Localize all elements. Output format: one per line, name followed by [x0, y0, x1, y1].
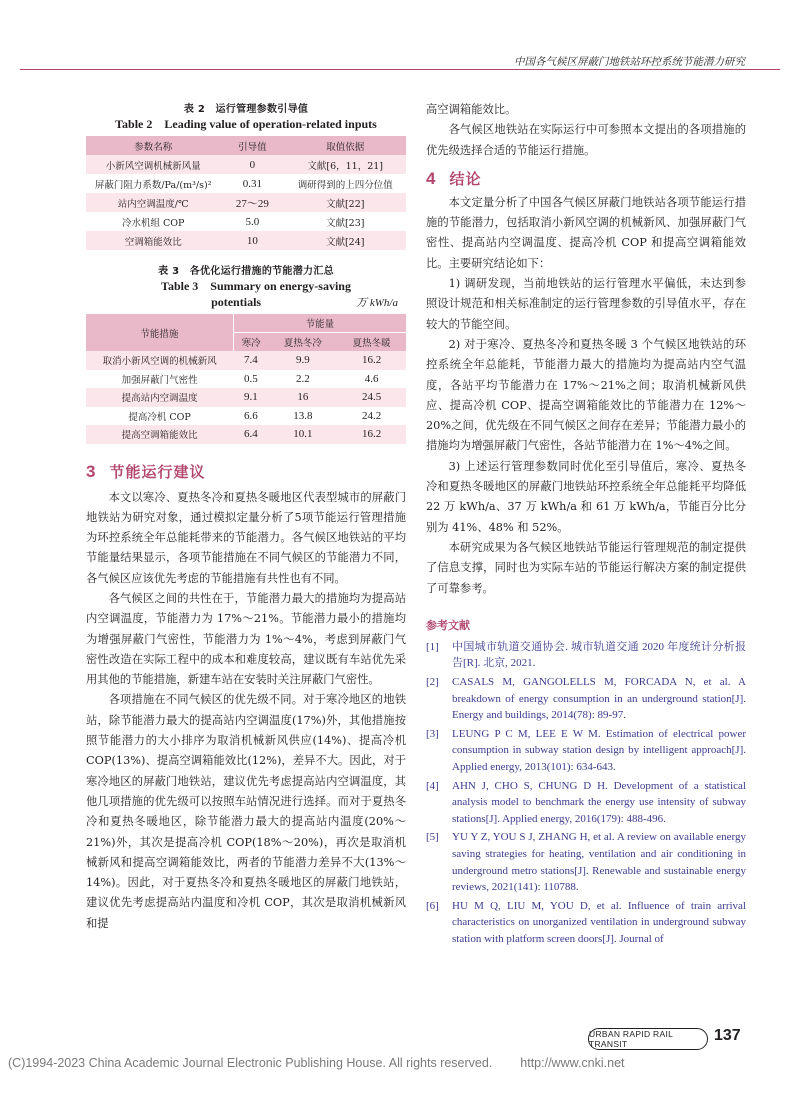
table3-caption-line2 — [86, 294, 406, 310]
reference-item[interactable] — [426, 898, 746, 948]
page-number: 137 — [714, 1027, 741, 1044]
table-cell: 屏蔽门阻力系数/Pa/(m³/s)² — [94, 179, 212, 191]
table3-caption-en-2: potentials — [211, 295, 262, 309]
table3-caption-zh: 表 3 各优化运行措施的节能潜力汇总 — [158, 266, 334, 277]
section-3-heading — [86, 460, 406, 484]
table3-sub-col: 夏热冬暖 — [352, 338, 391, 349]
table-row — [86, 425, 406, 444]
table-cell: 提高站内空调温度 — [121, 393, 198, 405]
reference-item[interactable] — [426, 639, 746, 672]
table-row — [86, 193, 406, 212]
cnki-link[interactable]: http://www.cnki.net — [520, 1056, 625, 1070]
table-cell: 0 — [249, 158, 256, 171]
copyright-text: (C)1994-2023 China Academic Journal Electronic Publishing House. All rights reserved. — [8, 1056, 493, 1070]
reference-item[interactable] — [426, 778, 746, 828]
running-title: 中国各气候区屏蔽门地铁站环控系统节能潜力研究 — [514, 56, 745, 68]
table-row — [86, 155, 406, 174]
table3-sub-col: 寒冷 — [233, 333, 268, 352]
table-cell: 冷水机组 COP — [121, 217, 185, 229]
table-cell: 空调箱能效比 — [124, 236, 182, 248]
reference-text: CASALS M, GANGOLELLS M, FORCADA N, et al. A breakdown of energy consumption in an underground station[J]. Energy and buildings, 2014(78): 89-97. — [452, 676, 746, 722]
table-cell: 文献[24] — [325, 236, 365, 248]
body-paragraph: 1) 调研发现，当前地铁站的运行管理水平偏低，未达到参照设计规范和相关标准制定的运行管理参数的引导值水平，存在较大的节能空间。 — [426, 277, 746, 331]
section-number: 3 — [86, 461, 96, 481]
table2-caption-zh: 表 2 运行管理参数引导值 — [183, 104, 309, 115]
table3-col-measure: 节能措施 — [140, 328, 179, 340]
right-column — [426, 100, 746, 950]
copyright-line — [8, 1056, 625, 1070]
reference-number: [5] — [426, 831, 439, 844]
table-row — [86, 231, 406, 250]
table2 — [86, 136, 406, 250]
table2-col-header: 引导值 — [238, 141, 267, 153]
references-heading: 参考文献 — [426, 618, 470, 632]
table-cell: 提高冷机 COP — [128, 411, 191, 423]
table-cell: 16.2 — [361, 354, 382, 367]
reference-text: YU Y Z, YOU S J, ZHANG H, et al. A review on available energy saving strategies for heating, ventilation and air conditioning in underground metro stations[J]. Renewable and sustainable energy reviews, 2021(141): 110788. — [452, 831, 746, 894]
reference-number: [2] — [426, 676, 439, 689]
reference-number: [3] — [426, 727, 439, 740]
table-cell: 16.2 — [361, 428, 382, 441]
table-cell: 2.2 — [295, 372, 310, 385]
reference-number: [6] — [426, 899, 439, 912]
table-cell: 10.1 — [293, 428, 313, 441]
section-title: 结论 — [449, 170, 482, 189]
reference-item[interactable] — [426, 726, 746, 776]
section-4-heading — [426, 167, 746, 191]
table-cell: 9.9 — [295, 354, 310, 367]
reference-item[interactable] — [426, 674, 746, 724]
table-cell: 提高空调箱能效比 — [121, 430, 198, 442]
reference-text: AHN J, CHO S, CHUNG D H. Development of a statistical analysis model to benchmark the energy use intensity of subway stations[J]. Applied energy, 2016(179): 488-496. — [452, 779, 746, 825]
table-cell: 0.31 — [242, 177, 263, 190]
table-row — [86, 388, 406, 407]
body-paragraph: 各气候区地铁站在实际运行中可参照本文提出的各项措施的优先级选择合适的节能运行措施。 — [426, 123, 746, 157]
reference-number: [1] — [426, 640, 439, 653]
table-cell: 16 — [297, 391, 309, 404]
table-cell: 站内空调温度/℃ — [117, 198, 189, 210]
table-cell: 24.5 — [361, 391, 382, 404]
body-paragraph: 3) 上述运行管理参数同时优化至引导值后，寒冷、夏热冬冷和夏热冬暖地区的屏蔽门地铁站环控系统全年总能耗平均降低 22 万 kWh/a、37 万 kWh/a 和 61 万 kWh/a，节能百分比分别为 41%、48% 和 52%。 — [426, 459, 746, 534]
reference-number: [4] — [426, 779, 439, 792]
reference-text: 中国城市轨道交通协会. 城市轨道交通 2020 年度统计分析报告[R]. 北京, 2021. — [452, 640, 746, 670]
reference-text: HU M Q, LIU M, YOU D, et al. Influence of train arrival characteristics on unorganized ventilation in underground subway station with platform screen doors[J]. Journal of — [452, 899, 746, 945]
body-paragraph: 2) 对于寒冷、夏热冬冷和夏热冬暖 3 个气候区地铁站的环控系统全年总能耗，节能潜力最大的措施均为提高站内空气温度，各站平均节能潜力在 17%～21%之间；取消机械新风供应、提高冷机 COP、提高空调箱能效比的节能潜力在 12%～20%之间，优先级在不同气候区之间存在差异；节能潜力最小的措施均为增强屏蔽门气密性，各站节能潜力在 1%～4%之间。 — [426, 337, 746, 453]
table3-unit: 万 kWh/a — [356, 297, 398, 309]
running-head — [20, 40, 780, 70]
table-row — [86, 174, 406, 193]
table-cell: 24.2 — [361, 409, 382, 422]
table-cell: 调研得到的上四分位值 — [297, 179, 393, 191]
footer-journal-badge — [588, 1025, 748, 1055]
table-row — [86, 351, 406, 370]
table-cell: 文献[22] — [325, 198, 365, 210]
table-cell: 5.0 — [245, 215, 260, 228]
table-cell: 9.1 — [243, 391, 258, 404]
reference-text: LEUNG P C M, LEE E W M. Estimation of electrical power consumption in subway station design by intelligent approach[J]. Applied energy, 2013(101): 634-643. — [452, 727, 746, 773]
table-cell: 6.6 — [243, 409, 258, 422]
table3-header-row — [86, 314, 406, 333]
table3 — [86, 314, 406, 444]
table2-col-header: 取值依据 — [326, 141, 365, 153]
table-cell: 0.5 — [243, 372, 258, 385]
table-cell: 文献[6，11，21] — [307, 160, 384, 172]
table-cell: 4.6 — [364, 372, 379, 385]
body-paragraph: 本研究成果为各气候区地铁站节能运行管理规范的制定提供了信息支撑，同时也为实际车站的节能运行解决方案的制定提供了可靠参考。 — [426, 540, 746, 595]
table-cell: 文献[23] — [325, 217, 365, 229]
left-column — [86, 84, 406, 934]
table-row — [86, 370, 406, 389]
table3-sub-col: 夏热冬冷 — [283, 338, 322, 349]
table-cell: 7.4 — [243, 354, 258, 367]
section-number: 4 — [426, 168, 436, 188]
body-paragraph: 高空调箱能效比。 — [426, 103, 517, 116]
table-cell: 13.8 — [293, 409, 313, 422]
body-paragraph: 本文定量分析了中国各气候区屏蔽门地铁站各项节能运行措施的节能潜力，包括取消小新风空调的机械新风、加强屏蔽门气密性、提高站内空调温度、提高冷机 COP 和提高空调箱能效比。主要研究结论如下： — [426, 195, 746, 270]
table2-header-row — [86, 136, 406, 155]
table-cell: 小新风空调机械新风量 — [105, 160, 201, 172]
journal-name: URBAN RAPID RAIL TRANSIT — [588, 1028, 708, 1050]
table-cell: 6.4 — [243, 428, 258, 441]
table-cell: 加强屏蔽门气密性 — [121, 374, 198, 386]
table-row — [86, 407, 406, 426]
table2-caption-en: Table 2 Leading value of operation-related inputs — [115, 117, 377, 131]
table3-col-group: 节能量 — [233, 314, 406, 333]
table-row — [86, 212, 406, 231]
section-title: 节能运行建议 — [109, 463, 206, 481]
table-cell: 取消小新风空调的机械新风 — [102, 356, 217, 368]
body-paragraph: 本文以寒冷、夏热冬冷和夏热冬暖地区代表型城市的屏蔽门地铁站为研究对象，通过模拟定量分析了5项节能运行管理措施为环控系统全年总能耗带来的节能潜力。各气候区地铁站的平均节能量结果显示，各项节能措施在不同气候区的节能潜力不同，各气候区应该优先考虑的节能措施有共性也有不同。 — [86, 490, 406, 585]
reference-item[interactable] — [426, 829, 746, 895]
table-cell: 10 — [246, 234, 258, 247]
table3-caption-en: Table 3 Summary on energy-saving — [161, 279, 351, 293]
body-paragraph: 各项措施在不同气候区的优先级不同。对于寒冷地区的地铁站，除节能潜力最大的提高站内空调温度(17%)外，其他措施按照节能潜力的大小排序为取消机械新风供应(14%)、提高冷机 COP(13%)、提高空调箱能效比(12%)，差异不大。因此，对于寒冷地区的屏蔽门地铁站，建议优先考虑提高站内空调温度，其他几项措施的优先级可以按照车站情况进行选择。而对于夏热冬冷和夏热冬暖地区，除节能潜力最大的提高站内温度(20%～21%)外，其次是提高冷机 COP(18%～20%)，再次是取消机械新风和提高空调箱能效比，两者的节能潜力差异不大(13%～14%)。因此，对于夏热冬冷和夏热冬暖地区的屏蔽门地铁站，建议优先考虑提高站内温度和冷机 COP，其次是取消机械新风和提 — [86, 693, 406, 930]
table-cell: 27～29 — [235, 197, 269, 210]
table2-col-header: 参数名称 — [134, 141, 173, 153]
body-paragraph: 各气候区之间的共性在于，节能潜力最大的措施均为提高站内空调温度，节能潜力为 17%～21%。节能潜力最小的措施均为增强屏蔽门气密性，节能潜力为 1%～4%，考虑到屏蔽门气密性改造在实际工程中的成本和难度较高，建议既有车站优先采用其他的节能措施，新建车站在安装时关注屏蔽门气密性。 — [86, 591, 406, 687]
